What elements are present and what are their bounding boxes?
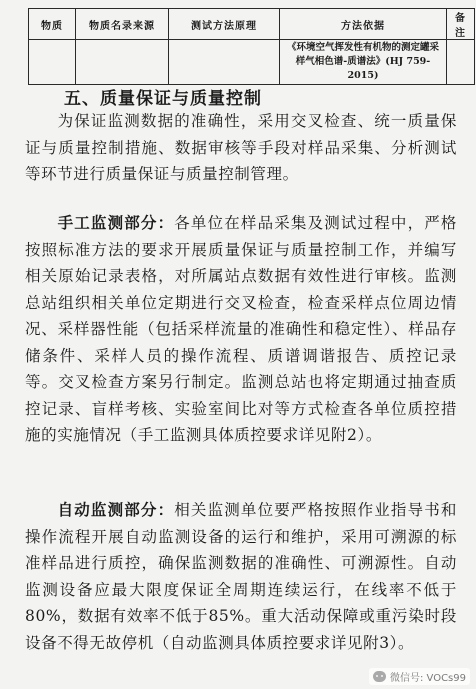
col-header-basis: 方法依据 — [280, 9, 447, 40]
intro-paragraph — [25, 108, 457, 188]
watermark — [369, 668, 470, 685]
table-cell — [447, 40, 475, 85]
manual-monitoring-lead: 手工监测部分： — [57, 213, 175, 232]
watermark-text: 微信号: VOCs99 — [389, 673, 466, 684]
table-cell — [29, 40, 76, 85]
col-header-remarks: 备注 — [447, 9, 475, 40]
section-heading: 五、质量保证与质量控制 — [64, 89, 262, 109]
method-table — [28, 8, 475, 85]
wechat-icon — [373, 671, 386, 682]
col-header-principle: 测试方法原理 — [169, 9, 280, 40]
table-header-row — [29, 9, 475, 40]
auto-monitoring-lead: 自动监测部分： — [57, 500, 175, 519]
auto-monitoring-text: 相关监测单位要严格按照作业指导书和操作流程开展自动监测设备的运行和维护，采用可溯源的标准样品进行质控，确保监测数据的准确性、可溯源性。自动监测设备应最大限度保证全周期连续运行，在线率不低于80%，数据有效率不低于85%。重大活动保障或重污染时段设备不得无故停机（自动监测具体质控要求详见附3）。 — [25, 501, 457, 652]
table-row — [29, 40, 475, 85]
intro-text: 为保证监测数据的准确性，采用交叉检查、统一质量保证与质量控制措施、数据审核等手段对样品采集、分析测试等环节进行质量保证与质量控制管理。 — [25, 112, 457, 183]
table-cell — [169, 40, 280, 85]
col-header-substance: 物质 — [29, 9, 76, 40]
col-header-source: 物质名录来源 — [76, 9, 169, 40]
auto-monitoring-paragraph — [25, 497, 457, 656]
manual-monitoring-paragraph — [25, 210, 457, 449]
table-cell-method-basis: 《环境空气挥发性有机物的测定罐采样气相色谱-质谱法》(HJ 759-2015) — [280, 40, 447, 85]
table-cell — [76, 40, 169, 85]
manual-monitoring-text: 各单位在样品采集及测试过程中，严格按照标准方法的要求开展质量保证与质量控制工作，并编写相关原始记录表格，对所属站点数据有效性进行审核。监测总站组织相关单位定期进行交叉检查，检查采样点位周边情况、采样器性能（包括采样流量的准确性和稳定性）、样品存储条件、采样人员的操作流程、质谱调谐报告、质控记录等。交叉检查方案另行制定。监测总站也将定期通过抽查质控记录、盲样考核、实验室间比对等方式检查各单位质控措施的实施情况（手工监测具体质控要求详见附2）。 — [25, 214, 457, 444]
